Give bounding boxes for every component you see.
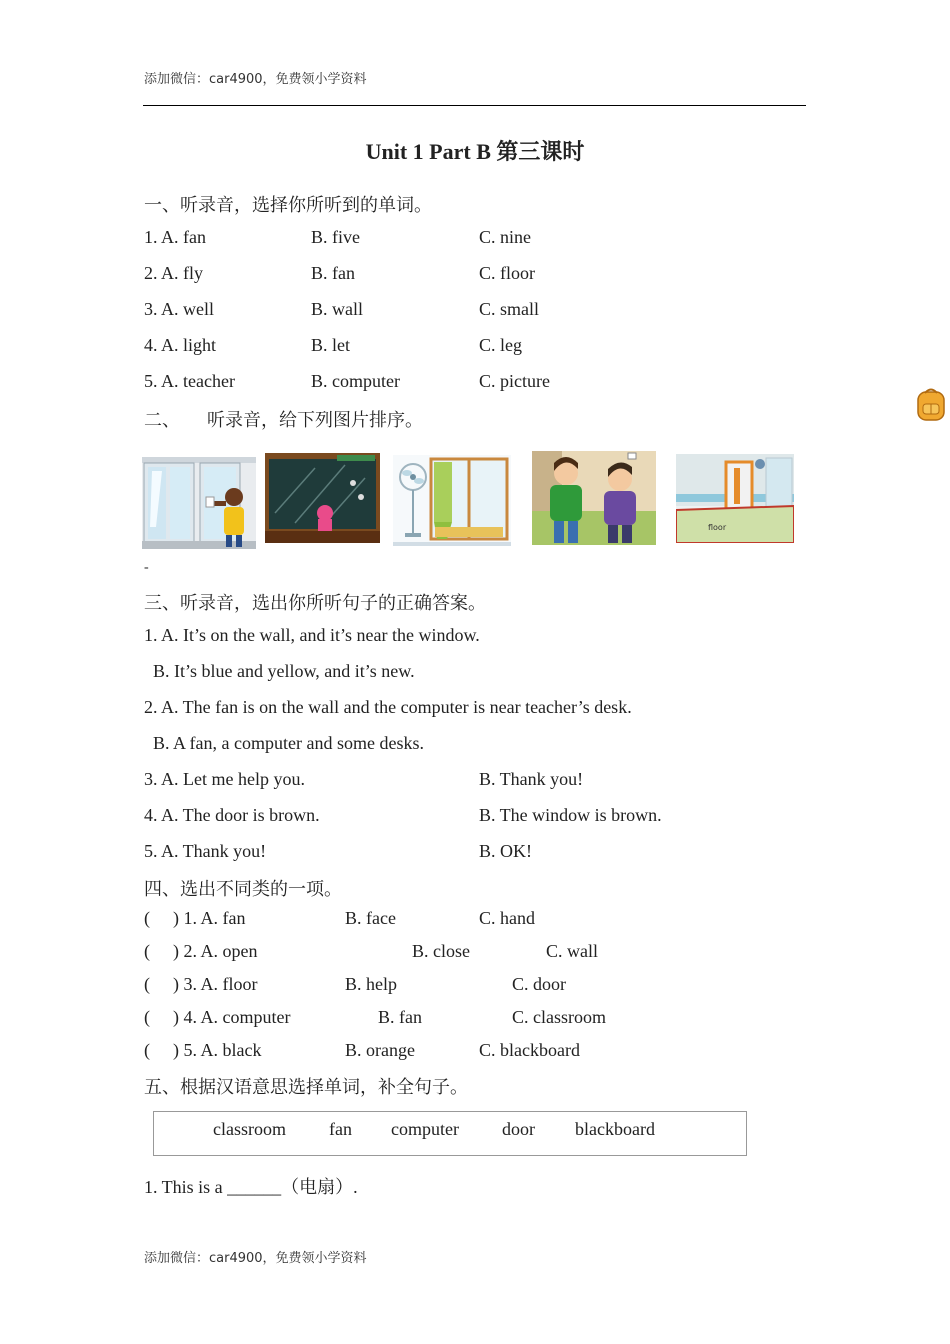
picture-two-boys-helping [532,451,656,545]
section1-heading: 一、听录音，选择你所听到的单词。 [144,195,432,215]
s1-q3-b: B. wall [311,299,363,319]
s4-q4-b: B. fan [378,1007,422,1027]
s3-q5-a: 5. A. Thank you! [144,841,267,861]
floor-label: floor [708,523,727,532]
header-rule [143,105,806,106]
word-bank-door: door [502,1119,535,1139]
s4-q1-a: ) 1. A. fan [173,908,246,928]
s3-q1-b: B. It’s blue and yellow, and it’s new. [153,661,415,681]
s1-q4-c: C. leg [479,335,522,355]
s3-q2-a: 2. A. The fan is on the wall and the computer is near teacher’s desk. [144,697,632,717]
picture-boy-cleaning-window [142,457,256,549]
s1-q3-c: C. small [479,299,540,319]
picture-door-and-floor [676,454,794,543]
s3-q3-a: 3. A. Let me help you. [144,769,305,789]
s4-q2-b: B. close [412,941,470,961]
s1-q4-a: 4. A. light [144,335,217,355]
s4-q5-a: ) 5. A. black [173,1040,262,1060]
s4-q2-c: C. wall [546,941,598,961]
s4-q4-c: C. classroom [512,1007,606,1027]
s4-q3-a: ) 3. A. floor [173,974,258,994]
section2-dash: - [144,560,149,575]
s4-q3-b: B. help [345,974,397,994]
section4-heading: 四、选出不同类的一项。 [144,879,342,899]
backpack-icon[interactable] [914,386,948,422]
picture-girl-at-blackboard [265,453,380,543]
s1-q1-b: B. five [311,227,360,247]
s3-q2-b: B. A fan, a computer and some desks. [153,733,424,753]
s3-q4-a: 4. A. The door is brown. [144,805,320,825]
s4-q4-paren: ( [144,1007,150,1027]
s4-q5-c: C. blackboard [479,1040,580,1060]
page-title: Unit 1 Part B 第三课时 [365,139,585,164]
s5-q1: 1. This is a ______（电扇）. [144,1177,358,1197]
word-bank-blackboard: blackboard [575,1119,655,1139]
s4-q3-c: C. door [512,974,566,994]
s1-q5-b: B. computer [311,371,400,391]
section5-heading: 五、根据汉语意思选择单词，补全句子。 [144,1077,468,1097]
s1-q2-c: C. floor [479,263,535,283]
s4-q1-paren: ( [144,908,150,928]
s4-q4-a: ) 4. A. computer [173,1007,291,1027]
s3-q1-a: 1. A. It’s on the wall, and it’s near the window. [144,625,480,645]
s1-q1-c: C. nine [479,227,531,247]
s3-q4-b: B. The window is brown. [479,805,662,825]
section2-heading: 二、 听录音，给下列图片排序。 [144,410,423,430]
s1-q3-a: 3. A. well [144,299,214,319]
s1-q5-a: 5. A. teacher [144,371,235,391]
s1-q2-b: B. fan [311,263,355,283]
s4-q1-c: C. hand [479,908,535,928]
word-bank-classroom: classroom [213,1119,286,1139]
word-bank-computer: computer [391,1119,459,1139]
s1-q4-b: B. let [311,335,350,355]
s1-q2-a: 2. A. fly [144,263,204,283]
s3-q3-b: B. Thank you! [479,769,584,789]
s4-q3-paren: ( [144,974,150,994]
section3-heading: 三、听录音，选出你所听句子的正确答案。 [144,593,486,613]
s4-q5-paren: ( [144,1040,150,1060]
s1-q1-a: 1. A. fan [144,227,206,247]
s4-q1-b: B. face [345,908,396,928]
footer-note: 添加微信：car4900，免费领小学资料 [144,1251,367,1266]
s4-q5-b: B. orange [345,1040,415,1060]
s4-q2-paren: ( [144,941,150,961]
word-bank-fan: fan [329,1119,352,1139]
s1-q5-c: C. picture [479,371,550,391]
picture-fan-and-window [393,455,511,546]
s4-q2-a: ) 2. A. open [173,941,258,961]
header-note: 添加微信：car4900，免费领小学资料 [144,72,367,87]
s3-q5-b: B. OK! [479,841,532,861]
